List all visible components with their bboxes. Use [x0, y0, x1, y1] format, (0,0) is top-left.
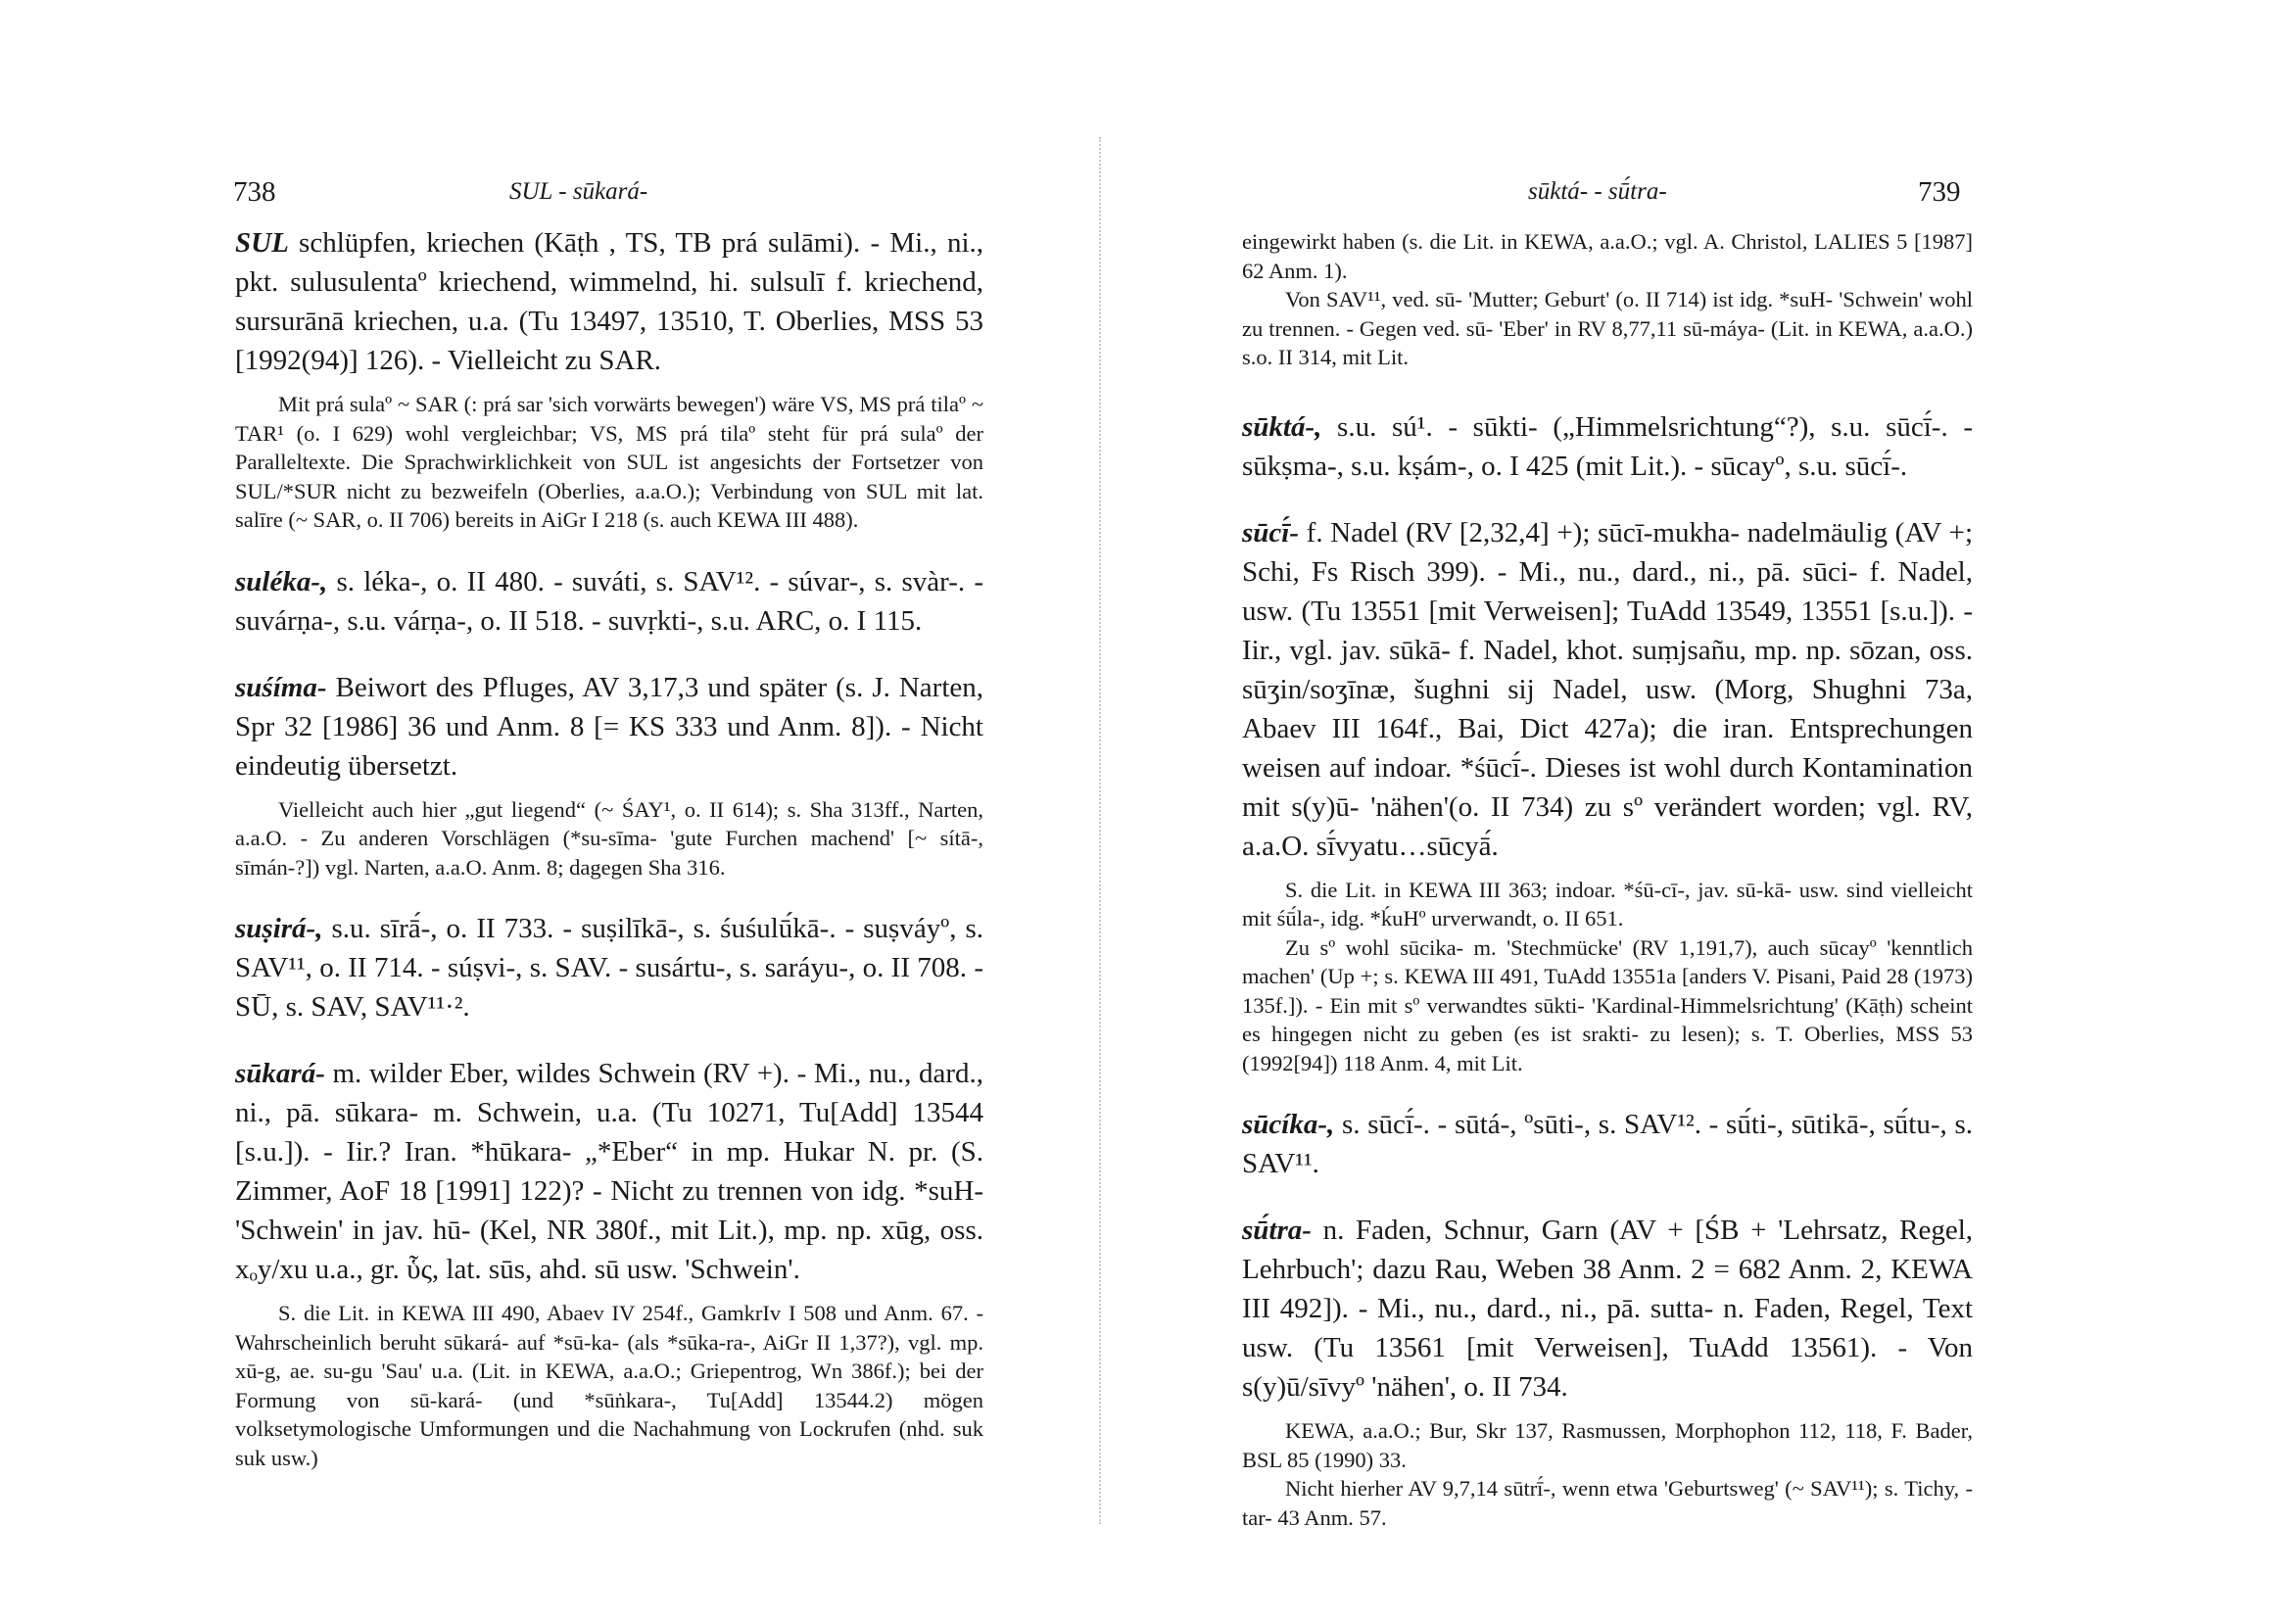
entry-suleka: [235, 562, 983, 641]
entry-sutra: [1242, 1211, 1973, 1532]
entry-sucika: [1242, 1105, 1973, 1183]
entry-text: s.u. sú¹. - sūkti- („Himmelsrichtung“?), s.u. sūcī́-. - sūkṣma-, s.u. kṣám-, o. I 425 (mit Lit.). - sūcayº, s.u. sūcī́-.: [1242, 410, 1974, 482]
entry-note: S. die Lit. in KEWA III 490, Abaev IV 254f., GamkrIv I 508 und Anm. 67. - Wahrscheinlich beruht sūkará- auf *sū-ka- (als *sūka-ra-, AiGr II 1,37?), vgl. mp. xū-g, ae. su-gu 'Sau' u.a. (Lit. in KEWA, a.a.O.; Griepentrog, Wn 386f.); bei der Formung von sū-kará- (und *sūṅkara-, Tu[Add] 13544.2) mögen volksetymologische Umformungen und die Nachahmung von Lockrufen (nhd. suk suk usw.): [235, 1301, 983, 1470]
entry-text: s. léka-, o. II 480. - suváti, s. SAV¹². - súvar-, s. svàr-. - suvárṇa-, s.u. várṇa-, o. II 518. - suvṛkti-, s.u. ARC, o. I 115.: [235, 565, 984, 637]
entry-note: Mit prá sulaº ~ SAR (: prá sar 'sich vorwärts bewegen') wäre VS, MS prá tilaº ~ TAR¹ (o. I 629) wohl vergleichbar; VS, MS prá tilaº steht für prá sulaº der Paralleltexte. Die Sprachwirklichkeit von SUL ist angesichts der Fortsetzer von SUL/*SUR nicht zu bezweifeln (Oberlies, a.a.O.); Verbindung von SUL mit lat. salīre (~ SAR, o. II 706) bereits in AiGr I 218 (s. auch KEWA III 488).: [235, 392, 983, 532]
lemma: suléka-,: [235, 565, 328, 597]
entry-text: Beiwort des Pfluges, AV 3,17,3 und später (s. J. Narten, Spr 32 [1986] 36 und Anm. 8 [= KS 333 und Anm. 8]). - Nicht eindeutig übersetzt.: [235, 671, 984, 782]
entry-text: m. wilder Eber, wildes Schwein (RV +). - Mi., nu., dard., ni., pā. sūkara- m. Schwein, u.a. (Tu 10271, Tu[Add] 13544 [s.u.]). - Iir.? Iran. *hūkara- „*Eber“ in mp. Hukar N. pr. (S. Zimmer, AoF 18 [1991] 122)? - Nicht zu trennen von idg. *suH- 'Schwein' in jav. hū- (Kel, NR 380f., mit Lit.), mp. np. xūg, oss. xₒy/xu u.a., gr. ὗς, lat. sūs, ahd. sū usw. 'Schwein'.: [235, 1058, 984, 1285]
entry-susima: [235, 668, 983, 883]
entry-note: KEWA, a.a.O.; Bur, Skr 137, Rasmussen, Morphophon 112, 118, F. Bader, BSL 85 (1990) 33.: [1242, 1418, 1973, 1472]
lemma: suśíma-: [235, 671, 327, 703]
right-column: [1242, 227, 1973, 1532]
lemma: sū́tra-: [1242, 1215, 1312, 1246]
continuation-note: Von SAV¹¹, ved. sū- 'Mutter; Geburt' (o. II 714) ist idg. *suH- 'Schwein' wohl zu trennen. - Gegen ved. sū- 'Eber' in RV 8,77,11 sū-máya- (Lit. in KEWA, a.a.O.) s.o. II 314, mit Lit.: [1242, 287, 1973, 369]
lemma: sūktá-,: [1242, 410, 1322, 443]
entry-text: f. Nadel (RV [2,32,4] +); sūcī-mukha- nadelmäulig (AV +; Schi, Fs Risch 399). - Mi., nu., dard., ni., pā. sūci- f. Nadel, usw. (Tu 13551 [mit Verweisen]; TuAdd 13549, 13551 [s.u.]). - Iir., vgl. jav. sūkā- f. Nadel, khot. suṃjsañu, mp. np. sōzan, oss. sūʒin/soʒīnæ, šughni sij Nadel, usw. (Morg, Shughni 73a, Abaev III 164f., Bai, Dict 427a); die iran. Entsprechungen weisen auf indoar. *śūcī́-. Dieses ist wohl durch Kontamination mit s(y)ū- 'nähen'(o. II 734) zu sº verändert worden; vgl. RV, a.a.O. sī́vyatu…sūcyā́.: [1242, 516, 1974, 862]
entry-sul: [235, 223, 983, 535]
entry-note: Vielleicht auch hier „gut liegend“ (~ ŚAY¹, o. II 614); s. Sha 313ff., Narten, a.a.O. - Zu anderen Vorschlägen (*su-sīma- 'gute Furchen machend' [~ sítā-, sīmán-?]) vgl. Narten, a.a.O. Anm. 8; dagegen Sha 316.: [235, 796, 983, 880]
running-head-right: sūktá- - sū́tra-: [1528, 178, 1667, 205]
entry-susira: [235, 909, 983, 1026]
page-number-left: 738: [233, 176, 276, 208]
entry-note: Nicht hierher AV 9,7,14 sūtrī́-, wenn etwa 'Geburtsweg' (~ SAV¹¹); s. Tichy, -tar- 43 Anm. 57.: [1242, 1476, 1973, 1530]
entry-suci: [1242, 513, 1973, 1078]
page-gutter: [1099, 137, 1101, 1524]
entry-text: n. Faden, Schnur, Garn (AV + [ŚB + 'Lehrsatz, Regel, Lehrbuch'; dazu Rau, Weben 38 Anm. 2 = 682 Anm. 2, KEWA III 492]). - Mi., nu., dard., ni., pā. sutta- n. Faden, Regel, Text usw. (Tu 13561 [mit Verweisen], TuAdd 13561). - Von s(y)ū/sīvyº 'nähen', o. II 734.: [1242, 1215, 1974, 1403]
entry-note: S. die Lit. in KEWA III 363; indoar. *śū-cī-, jav. sū-kā- usw. sind vielleicht mit śū́la-, idg. *ḱuHº urverwandt, o. II 651.: [1242, 877, 1973, 930]
entry-sukara: [235, 1054, 983, 1472]
lemma: SUL: [235, 227, 289, 259]
lemma: sūcíka-,: [1242, 1109, 1335, 1140]
running-head-left: SUL - sūkará-: [509, 178, 648, 205]
lemma: suṣirá-,: [235, 913, 323, 944]
entry-text: s. sūcī́-. - sūtá-, ºsūti-, s. SAV¹². - sū́ti-, sūtikā-, sū́tu-, s. SAV¹¹.: [1242, 1109, 1973, 1179]
entry-text: s.u. sīrā́-, o. II 733. - suṣilīkā-, s. śuśulū́kā-. - suṣváyº, s. SAV¹¹, o. II 714. - súṣvi-, s. SAV. - susártu-, s. saráyu-, o. II 708. - SŪ, s. SAV, SAV¹¹·².: [235, 913, 983, 1023]
entry-note: Zu sº wohl sūcika- m. 'Stechmücke' (RV 1,191,7), auch sūcayº 'kenntlich machen' (Up +; s. KEWA III 491, TuAdd 13551a [anders V. Pisani, Paid 28 (1973) 135f.]). - Ein mit sº verwandtes sūkti- 'Kardinal-Himmelsrichtung' (Kāṭh) scheint es hingegen nicht zu geben (es ist srakti- zu lesen); s. T. Oberlies, MSS 53 (1992[94]) 118 Anm. 4, mit Lit.: [1242, 934, 1973, 1075]
left-column: [235, 223, 983, 1472]
entry-sukta: [1242, 407, 1973, 486]
entry-text: schlüpfen, kriechen (Kāṭh , TS, TB prá sulāmi). - Mi., ni., pkt. sulusulentaº kriechend, wimmelnd, hi. sulsulī f. kriechend, sursurānā kriechen, u.a. (Tu 13497, 13510, T. Oberlies, MSS 53 [1992(94)] 126). - Vielleicht zu SAR.: [235, 227, 984, 376]
continuation-note: eingewirkt haben (s. die Lit. in KEWA, a.a.O.; vgl. A. Christol, LALIES 5 [1987] 62 Anm. 1).: [1242, 229, 1973, 283]
right-page: [1117, 0, 2296, 1622]
lemma: sūkará-: [235, 1058, 325, 1089]
left-page: [0, 0, 1117, 1622]
lemma: sūcī́-: [1242, 516, 1299, 549]
page-number-right: 739: [1918, 176, 1961, 208]
